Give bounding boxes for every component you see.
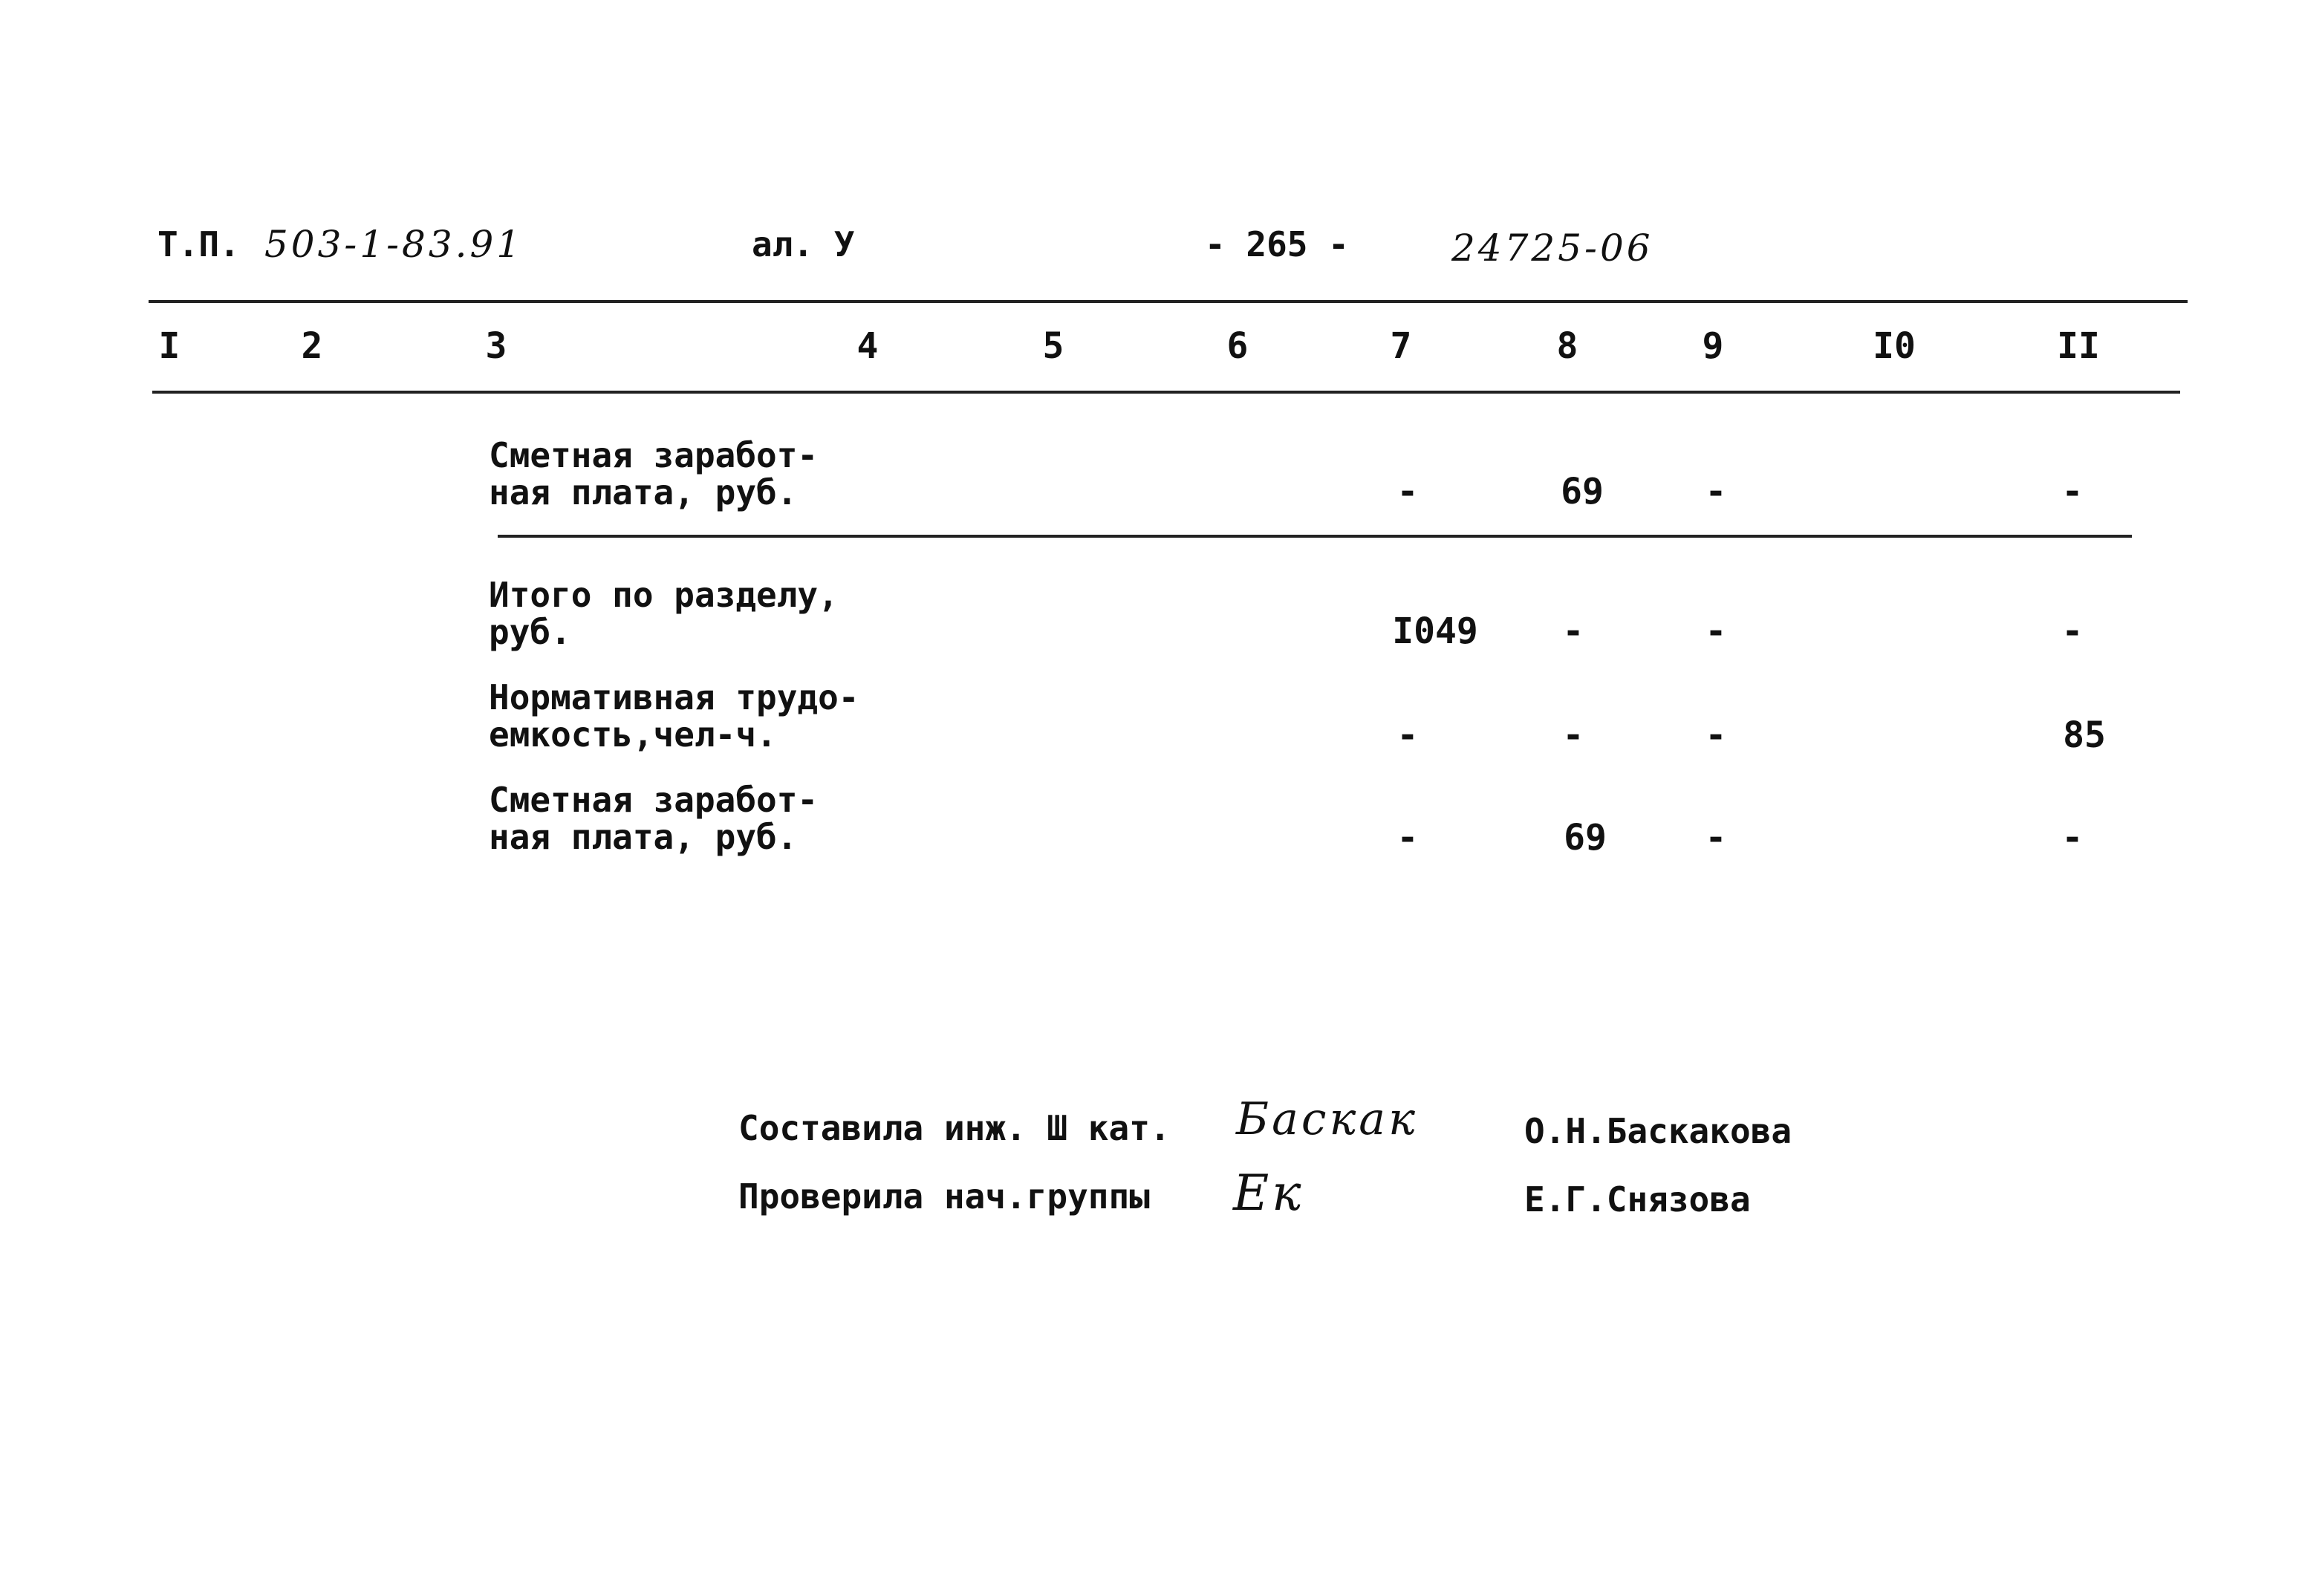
cell-col8: - <box>1562 610 1584 652</box>
album-label: ал. У <box>752 224 855 264</box>
page-number: - 265 - <box>1205 224 1349 264</box>
column-number: I <box>158 325 181 367</box>
column-number: 8 <box>1556 325 1578 367</box>
row-label-line: Итого по разделу, <box>489 575 839 615</box>
row-label <box>489 679 859 753</box>
cell-col11: - <box>2061 817 2084 859</box>
column-number: 9 <box>1702 325 1724 367</box>
section-rule <box>498 535 2132 538</box>
row-label-line: емкость,чел-ч. <box>489 714 777 755</box>
doc-code: 24725-06 <box>1451 227 1653 270</box>
compiled-signature: Баскак <box>1236 1093 1418 1145</box>
header-bottom-rule <box>152 391 2180 394</box>
row-label-line: ная плата, руб. <box>489 817 798 857</box>
cell-col11: - <box>2061 471 2084 512</box>
row-label-line: руб. <box>489 612 571 652</box>
cell-col9: - <box>1705 714 1727 756</box>
cell-col7: - <box>1396 817 1419 859</box>
cell-col11: - <box>2061 610 2084 652</box>
tp-label: Т.П. <box>157 224 240 264</box>
cell-col9: - <box>1705 471 1727 512</box>
row-label <box>489 437 818 511</box>
row-label-line: Сметная заработ- <box>489 435 819 475</box>
cell-col11: 85 <box>2063 714 2106 756</box>
cell-col7: - <box>1396 714 1419 756</box>
column-number: 4 <box>856 325 879 367</box>
column-number: II <box>2057 325 2100 367</box>
header-top-rule <box>149 300 2188 303</box>
checked-by-name: Е.Г.Снязова <box>1524 1179 1751 1219</box>
tp-number: 503-1-83.91 <box>264 223 524 266</box>
row-label-line: Нормативная трудо- <box>489 677 859 717</box>
compiled-by-name: О.Н.Баскакова <box>1524 1111 1792 1151</box>
row-label-line: ная плата, руб. <box>489 472 798 512</box>
column-number: I0 <box>1873 325 1916 367</box>
cell-col9: - <box>1705 610 1727 652</box>
cell-col7: I049 <box>1392 610 1478 652</box>
row-label <box>489 576 839 651</box>
row-label <box>489 781 818 856</box>
checked-signature: Ек <box>1233 1165 1304 1222</box>
cell-col7: - <box>1396 471 1419 512</box>
cell-col8: 69 <box>1561 471 1604 512</box>
cell-col8: - <box>1562 714 1584 756</box>
row-label-line: Сметная заработ- <box>489 780 819 820</box>
column-number: 6 <box>1226 325 1249 367</box>
column-number: 3 <box>485 325 507 367</box>
column-number: 7 <box>1390 325 1412 367</box>
column-number: 5 <box>1042 325 1064 367</box>
compiled-by-label: Составила инж. Ш кат. <box>738 1108 1171 1148</box>
column-number: 2 <box>301 325 323 367</box>
checked-by-label: Проверила нач.группы <box>738 1176 1150 1216</box>
cell-col9: - <box>1705 817 1727 859</box>
cell-col8: 69 <box>1564 817 1607 859</box>
